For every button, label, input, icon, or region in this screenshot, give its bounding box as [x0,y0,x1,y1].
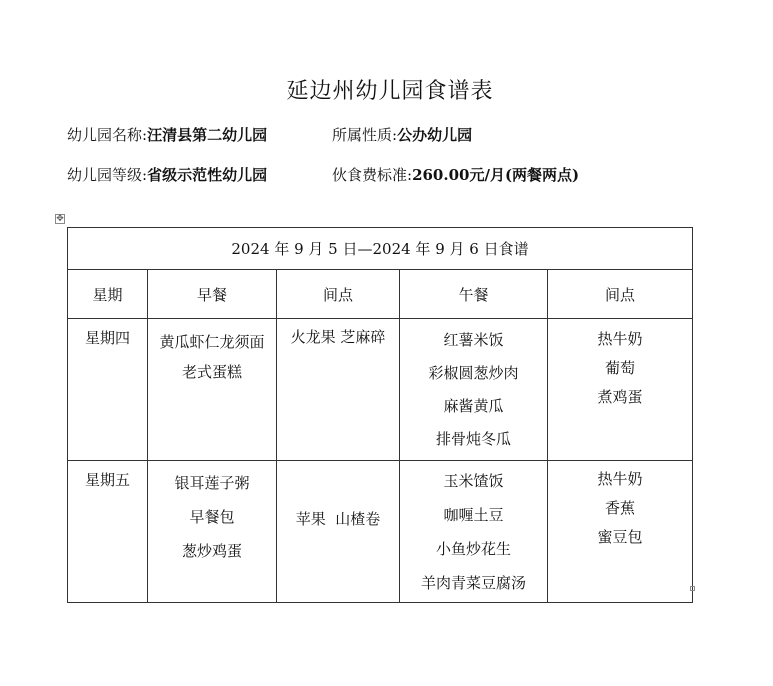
kindergarten-grade-value: 省级示范性幼儿园 [147,166,268,184]
page-title: 延边州幼儿园食谱表 [286,79,494,104]
table-row [68,461,693,603]
table-header-row [68,270,693,319]
menu-item: 咖喱土豆 [443,506,504,524]
table-move-handle-icon[interactable]: ✥ [56,214,64,224]
table-resize-handle-icon[interactable] [690,586,695,591]
menu-item: 羊肉青菜豆腐汤 [420,574,526,592]
table-caption: 2024 年 9 月 5 日—2024 年 9 月 6 日食谱 [68,228,693,270]
menu-item: 彩椒圆葱炒肉 [428,364,519,382]
snack-1-cell [277,461,400,603]
table-row [68,319,693,461]
menu-item: 火龙果 芝麻碎 [290,328,386,346]
snack-1-cell [277,319,400,461]
header-breakfast: 早餐 [148,270,277,319]
header-snack-2: 间点 [548,270,693,319]
day-cell: 星期五 [68,461,148,603]
kindergarten-nature-line [332,124,472,145]
menu-item: 香蕉 [604,499,635,517]
header-snack-1: 间点 [277,270,400,319]
menu-item: 煮鸡蛋 [597,388,643,406]
meal-fee-line [332,164,579,185]
kindergarten-grade-line [67,164,267,185]
lunch-cell [400,461,548,603]
kindergarten-name-line [67,124,267,145]
kindergarten-nature-value: 公办幼儿园 [397,126,473,144]
breakfast-cell [148,319,277,461]
menu-item: 蜜豆包 [597,528,643,546]
menu-item: 葱炒鸡蛋 [181,542,242,560]
menu-item: 早餐包 [189,508,235,526]
menu-item: 苹果 山楂卷 [295,510,381,528]
menu-item: 老式蛋糕 [181,363,242,381]
kindergarten-name-label: 幼儿园名称: [67,126,148,144]
meal-fee-label: 伙食费标准: [332,166,413,184]
kindergarten-name-value: 汪清县第二幼儿园 [147,126,268,144]
lunch-cell [400,319,548,461]
menu-item: 热牛奶 [597,470,643,488]
menu-item: 玉米馇饭 [443,472,504,490]
menu-item: 银耳莲子粥 [174,474,250,492]
header-lunch: 午餐 [400,270,548,319]
snack-2-cell [548,319,693,461]
menu-item: 红薯米饭 [443,331,504,349]
menu-item: 热牛奶 [597,330,643,348]
menu-item: 葡萄 [604,359,635,377]
table-caption-row [68,228,693,270]
snack-2-cell [548,461,693,603]
day-cell: 星期四 [68,319,148,461]
menu-item: 黄瓜虾仁龙须面 [159,333,265,351]
menu-table [67,227,693,603]
menu-item: 麻酱黄瓜 [443,397,504,415]
breakfast-cell [148,461,277,603]
menu-item: 排骨炖冬瓜 [435,430,511,448]
meal-fee-value: 260.00元/月(两餐两点) [412,166,580,184]
kindergarten-grade-label: 幼儿园等级: [67,166,148,184]
header-weekday: 星期 [68,270,148,319]
kindergarten-nature-label: 所属性质: [332,126,398,144]
menu-item: 小鱼炒花生 [435,540,511,558]
